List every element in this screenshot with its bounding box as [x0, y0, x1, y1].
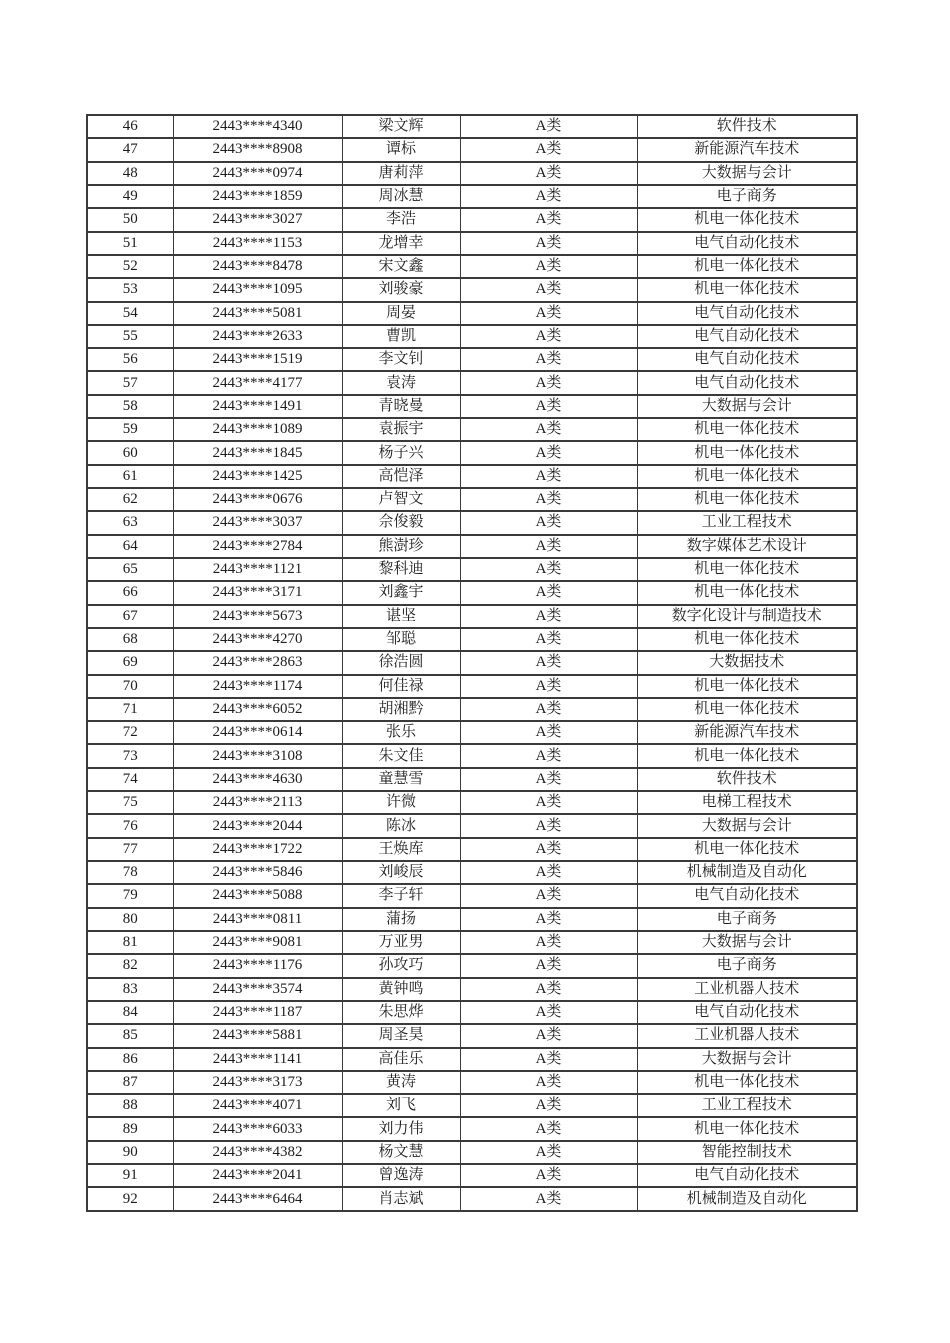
candidate-id-cell: 2443****5088 [173, 884, 342, 907]
row-number-cell: 72 [87, 721, 173, 744]
category-cell: A类 [460, 651, 637, 674]
table-row [87, 791, 857, 814]
candidate-id-cell: 2443****2113 [173, 791, 342, 814]
candidate-id-cell: 2443****1491 [173, 395, 342, 418]
candidate-id-cell: 2443****2784 [173, 535, 342, 558]
major-cell: 电气自动化技术 [637, 325, 857, 348]
major-cell: 电气自动化技术 [637, 348, 857, 371]
major-cell: 新能源汽车技术 [637, 138, 857, 161]
category-cell: A类 [460, 698, 637, 721]
row-number-cell: 89 [87, 1117, 173, 1140]
category-cell: A类 [460, 628, 637, 651]
candidate-id-cell: 2443****0614 [173, 721, 342, 744]
major-cell: 数字媒体艺术设计 [637, 535, 857, 558]
name-cell: 周圣昊 [342, 1024, 460, 1047]
major-cell: 电气自动化技术 [637, 1001, 857, 1024]
name-cell: 谌坚 [342, 605, 460, 628]
category-cell: A类 [460, 348, 637, 371]
candidate-id-cell: 2443****2863 [173, 651, 342, 674]
table-row [87, 371, 857, 394]
category-cell: A类 [460, 115, 637, 138]
major-cell: 机电一体化技术 [637, 1117, 857, 1140]
row-number-cell: 91 [87, 1164, 173, 1187]
name-cell: 李浩 [342, 208, 460, 231]
candidate-roster-table [86, 114, 858, 1212]
major-cell: 大数据与会计 [637, 931, 857, 954]
major-cell: 电气自动化技术 [637, 371, 857, 394]
table-row [87, 581, 857, 604]
candidate-id-cell: 2443****1187 [173, 1001, 342, 1024]
major-cell: 机电一体化技术 [637, 581, 857, 604]
name-cell: 刘力伟 [342, 1117, 460, 1140]
table-row [87, 511, 857, 534]
name-cell: 熊澍珍 [342, 535, 460, 558]
table-row [87, 418, 857, 441]
candidate-id-cell: 2443****2044 [173, 814, 342, 837]
category-cell: A类 [460, 791, 637, 814]
name-cell: 梁文辉 [342, 115, 460, 138]
table-row [87, 651, 857, 674]
major-cell: 机电一体化技术 [637, 744, 857, 767]
name-cell: 杨子兴 [342, 441, 460, 464]
table-row [87, 558, 857, 581]
candidate-id-cell: 2443****1174 [173, 675, 342, 698]
name-cell: 肖志斌 [342, 1187, 460, 1211]
major-cell: 电气自动化技术 [637, 884, 857, 907]
category-cell: A类 [460, 255, 637, 278]
table-row [87, 1071, 857, 1094]
candidate-id-cell: 2443****2041 [173, 1164, 342, 1187]
table-row [87, 535, 857, 558]
category-cell: A类 [460, 488, 637, 511]
category-cell: A类 [460, 418, 637, 441]
candidate-id-cell: 2443****1519 [173, 348, 342, 371]
table-row [87, 395, 857, 418]
major-cell: 机电一体化技术 [637, 628, 857, 651]
row-number-cell: 67 [87, 605, 173, 628]
candidate-id-cell: 2443****5846 [173, 861, 342, 884]
name-cell: 刘骏豪 [342, 278, 460, 301]
row-number-cell: 76 [87, 814, 173, 837]
major-cell: 电子商务 [637, 908, 857, 931]
row-number-cell: 65 [87, 558, 173, 581]
table-row [87, 744, 857, 767]
major-cell: 机电一体化技术 [637, 698, 857, 721]
major-cell: 电子商务 [637, 954, 857, 977]
name-cell: 卢智文 [342, 488, 460, 511]
row-number-cell: 54 [87, 302, 173, 325]
name-cell: 孙攻巧 [342, 954, 460, 977]
category-cell: A类 [460, 581, 637, 604]
major-cell: 机电一体化技术 [637, 1071, 857, 1094]
row-number-cell: 48 [87, 162, 173, 185]
category-cell: A类 [460, 441, 637, 464]
table-row [87, 208, 857, 231]
table-row [87, 721, 857, 744]
major-cell: 大数据技术 [637, 651, 857, 674]
name-cell: 张乐 [342, 721, 460, 744]
category-cell: A类 [460, 185, 637, 208]
category-cell: A类 [460, 1187, 637, 1211]
candidate-id-cell: 2443****1425 [173, 465, 342, 488]
row-number-cell: 57 [87, 371, 173, 394]
table-row [87, 814, 857, 837]
name-cell: 谭标 [342, 138, 460, 161]
major-cell: 软件技术 [637, 115, 857, 138]
table-row [87, 138, 857, 161]
category-cell: A类 [460, 208, 637, 231]
category-cell: A类 [460, 721, 637, 744]
row-number-cell: 92 [87, 1187, 173, 1211]
row-number-cell: 88 [87, 1094, 173, 1117]
category-cell: A类 [460, 1071, 637, 1094]
name-cell: 邹聪 [342, 628, 460, 651]
row-number-cell: 83 [87, 978, 173, 1001]
category-cell: A类 [460, 395, 637, 418]
major-cell: 大数据与会计 [637, 814, 857, 837]
row-number-cell: 78 [87, 861, 173, 884]
name-cell: 万亚男 [342, 931, 460, 954]
category-cell: A类 [460, 232, 637, 255]
table-row [87, 954, 857, 977]
name-cell: 蒲扬 [342, 908, 460, 931]
candidate-id-cell: 2443****8908 [173, 138, 342, 161]
major-cell: 机电一体化技术 [637, 488, 857, 511]
name-cell: 袁振宇 [342, 418, 460, 441]
table-row [87, 605, 857, 628]
table-row [87, 441, 857, 464]
table-row [87, 861, 857, 884]
candidate-id-cell: 2443****1095 [173, 278, 342, 301]
table-row [87, 628, 857, 651]
row-number-cell: 68 [87, 628, 173, 651]
candidate-id-cell: 2443****5881 [173, 1024, 342, 1047]
category-cell: A类 [460, 1094, 637, 1117]
row-number-cell: 63 [87, 511, 173, 534]
candidate-id-cell: 2443****0676 [173, 488, 342, 511]
candidate-id-cell: 2443****3027 [173, 208, 342, 231]
name-cell: 高佳乐 [342, 1048, 460, 1071]
major-cell: 工业工程技术 [637, 1094, 857, 1117]
candidate-id-cell: 2443****3574 [173, 978, 342, 1001]
category-cell: A类 [460, 1117, 637, 1140]
category-cell: A类 [460, 1024, 637, 1047]
name-cell: 朱思烨 [342, 1001, 460, 1024]
category-cell: A类 [460, 1048, 637, 1071]
candidate-id-cell: 2443****3108 [173, 744, 342, 767]
major-cell: 机电一体化技术 [637, 255, 857, 278]
candidate-id-cell: 2443****0811 [173, 908, 342, 931]
major-cell: 机电一体化技术 [637, 675, 857, 698]
candidate-id-cell: 2443****6464 [173, 1187, 342, 1211]
name-cell: 龙增幸 [342, 232, 460, 255]
candidate-id-cell: 2443****2633 [173, 325, 342, 348]
candidate-id-cell: 2443****3171 [173, 581, 342, 604]
table-row [87, 1141, 857, 1164]
major-cell: 机电一体化技术 [637, 838, 857, 861]
row-number-cell: 56 [87, 348, 173, 371]
name-cell: 李子轩 [342, 884, 460, 907]
name-cell: 曾逸涛 [342, 1164, 460, 1187]
candidate-id-cell: 2443****1845 [173, 441, 342, 464]
row-number-cell: 51 [87, 232, 173, 255]
category-cell: A类 [460, 465, 637, 488]
category-cell: A类 [460, 861, 637, 884]
name-cell: 佘俊毅 [342, 511, 460, 534]
table-row [87, 115, 857, 138]
row-number-cell: 47 [87, 138, 173, 161]
row-number-cell: 62 [87, 488, 173, 511]
major-cell: 电气自动化技术 [637, 232, 857, 255]
major-cell: 电梯工程技术 [637, 791, 857, 814]
table-row [87, 768, 857, 791]
table-row [87, 232, 857, 255]
category-cell: A类 [460, 278, 637, 301]
major-cell: 电子商务 [637, 185, 857, 208]
category-cell: A类 [460, 908, 637, 931]
row-number-cell: 59 [87, 418, 173, 441]
row-number-cell: 55 [87, 325, 173, 348]
table-row [87, 838, 857, 861]
major-cell: 工业工程技术 [637, 511, 857, 534]
category-cell: A类 [460, 978, 637, 1001]
table-row [87, 1094, 857, 1117]
candidate-id-cell: 2443****1141 [173, 1048, 342, 1071]
category-cell: A类 [460, 558, 637, 581]
row-number-cell: 52 [87, 255, 173, 278]
category-cell: A类 [460, 814, 637, 837]
row-number-cell: 74 [87, 768, 173, 791]
major-cell: 大数据与会计 [637, 395, 857, 418]
name-cell: 许微 [342, 791, 460, 814]
candidate-id-cell: 2443****1121 [173, 558, 342, 581]
category-cell: A类 [460, 511, 637, 534]
row-number-cell: 80 [87, 908, 173, 931]
name-cell: 周冰慧 [342, 185, 460, 208]
table-row [87, 488, 857, 511]
name-cell: 袁涛 [342, 371, 460, 394]
table-row [87, 465, 857, 488]
candidate-id-cell: 2443****1176 [173, 954, 342, 977]
table-row [87, 675, 857, 698]
table-row [87, 1001, 857, 1024]
table-row [87, 1117, 857, 1140]
name-cell: 徐浩圆 [342, 651, 460, 674]
candidate-id-cell: 2443****0974 [173, 162, 342, 185]
candidate-id-cell: 2443****1089 [173, 418, 342, 441]
name-cell: 李文钊 [342, 348, 460, 371]
row-number-cell: 73 [87, 744, 173, 767]
table-body [87, 115, 857, 1211]
table-row [87, 348, 857, 371]
table-row [87, 978, 857, 1001]
name-cell: 王焕库 [342, 838, 460, 861]
category-cell: A类 [460, 884, 637, 907]
table-row [87, 255, 857, 278]
name-cell: 刘鑫宇 [342, 581, 460, 604]
table-row [87, 908, 857, 931]
name-cell: 曹凯 [342, 325, 460, 348]
name-cell: 刘飞 [342, 1094, 460, 1117]
name-cell: 青晓曼 [342, 395, 460, 418]
category-cell: A类 [460, 744, 637, 767]
row-number-cell: 70 [87, 675, 173, 698]
category-cell: A类 [460, 931, 637, 954]
category-cell: A类 [460, 675, 637, 698]
candidate-id-cell: 2443****6033 [173, 1117, 342, 1140]
candidate-id-cell: 2443****9081 [173, 931, 342, 954]
name-cell: 黄涛 [342, 1071, 460, 1094]
major-cell: 机电一体化技术 [637, 418, 857, 441]
table-row [87, 302, 857, 325]
table-row [87, 1024, 857, 1047]
major-cell: 工业机器人技术 [637, 1024, 857, 1047]
major-cell: 机电一体化技术 [637, 441, 857, 464]
candidate-id-cell: 2443****5081 [173, 302, 342, 325]
major-cell: 机电一体化技术 [637, 278, 857, 301]
row-number-cell: 49 [87, 185, 173, 208]
name-cell: 何佳禄 [342, 675, 460, 698]
major-cell: 大数据与会计 [637, 162, 857, 185]
row-number-cell: 66 [87, 581, 173, 604]
row-number-cell: 86 [87, 1048, 173, 1071]
name-cell: 朱文佳 [342, 744, 460, 767]
row-number-cell: 79 [87, 884, 173, 907]
table-row [87, 884, 857, 907]
major-cell: 机械制造及自动化 [637, 861, 857, 884]
row-number-cell: 87 [87, 1071, 173, 1094]
name-cell: 童慧雪 [342, 768, 460, 791]
category-cell: A类 [460, 535, 637, 558]
category-cell: A类 [460, 605, 637, 628]
row-number-cell: 77 [87, 838, 173, 861]
name-cell: 高恺泽 [342, 465, 460, 488]
major-cell: 机电一体化技术 [637, 558, 857, 581]
row-number-cell: 53 [87, 278, 173, 301]
row-number-cell: 58 [87, 395, 173, 418]
table-row [87, 698, 857, 721]
row-number-cell: 84 [87, 1001, 173, 1024]
row-number-cell: 46 [87, 115, 173, 138]
row-number-cell: 85 [87, 1024, 173, 1047]
major-cell: 机电一体化技术 [637, 208, 857, 231]
name-cell: 黄钟鸣 [342, 978, 460, 1001]
candidate-id-cell: 2443****4340 [173, 115, 342, 138]
major-cell: 机电一体化技术 [637, 465, 857, 488]
name-cell: 杨文慧 [342, 1141, 460, 1164]
category-cell: A类 [460, 768, 637, 791]
category-cell: A类 [460, 371, 637, 394]
row-number-cell: 69 [87, 651, 173, 674]
candidate-id-cell: 2443****4270 [173, 628, 342, 651]
row-number-cell: 82 [87, 954, 173, 977]
name-cell: 黎科迪 [342, 558, 460, 581]
candidate-id-cell: 2443****1153 [173, 232, 342, 255]
major-cell: 工业机器人技术 [637, 978, 857, 1001]
major-cell: 机械制造及自动化 [637, 1187, 857, 1211]
major-cell: 智能控制技术 [637, 1141, 857, 1164]
major-cell: 软件技术 [637, 768, 857, 791]
name-cell: 周晏 [342, 302, 460, 325]
category-cell: A类 [460, 325, 637, 348]
major-cell: 数字化设计与制造技术 [637, 605, 857, 628]
category-cell: A类 [460, 1001, 637, 1024]
candidate-id-cell: 2443****5673 [173, 605, 342, 628]
candidate-id-cell: 2443****8478 [173, 255, 342, 278]
row-number-cell: 71 [87, 698, 173, 721]
candidate-id-cell: 2443****1722 [173, 838, 342, 861]
table-row [87, 325, 857, 348]
name-cell: 刘峻辰 [342, 861, 460, 884]
name-cell: 陈冰 [342, 814, 460, 837]
category-cell: A类 [460, 138, 637, 161]
row-number-cell: 64 [87, 535, 173, 558]
candidate-id-cell: 2443****3037 [173, 511, 342, 534]
candidate-id-cell: 2443****4382 [173, 1141, 342, 1164]
candidate-id-cell: 2443****3173 [173, 1071, 342, 1094]
table-row [87, 1187, 857, 1211]
table-row [87, 278, 857, 301]
category-cell: A类 [460, 302, 637, 325]
row-number-cell: 60 [87, 441, 173, 464]
candidate-id-cell: 2443****6052 [173, 698, 342, 721]
category-cell: A类 [460, 1141, 637, 1164]
category-cell: A类 [460, 954, 637, 977]
name-cell: 宋文鑫 [342, 255, 460, 278]
category-cell: A类 [460, 162, 637, 185]
candidate-id-cell: 2443****4630 [173, 768, 342, 791]
row-number-cell: 61 [87, 465, 173, 488]
row-number-cell: 90 [87, 1141, 173, 1164]
major-cell: 新能源汽车技术 [637, 721, 857, 744]
row-number-cell: 75 [87, 791, 173, 814]
major-cell: 电气自动化技术 [637, 302, 857, 325]
row-number-cell: 81 [87, 931, 173, 954]
category-cell: A类 [460, 1164, 637, 1187]
table-row [87, 1164, 857, 1187]
name-cell: 胡湘黔 [342, 698, 460, 721]
category-cell: A类 [460, 838, 637, 861]
candidate-id-cell: 2443****1859 [173, 185, 342, 208]
table-row [87, 1048, 857, 1071]
table-row [87, 931, 857, 954]
row-number-cell: 50 [87, 208, 173, 231]
major-cell: 大数据与会计 [637, 1048, 857, 1071]
name-cell: 唐莉萍 [342, 162, 460, 185]
table-row [87, 185, 857, 208]
major-cell: 电气自动化技术 [637, 1164, 857, 1187]
table-row [87, 162, 857, 185]
candidate-id-cell: 2443****4071 [173, 1094, 342, 1117]
candidate-id-cell: 2443****4177 [173, 371, 342, 394]
